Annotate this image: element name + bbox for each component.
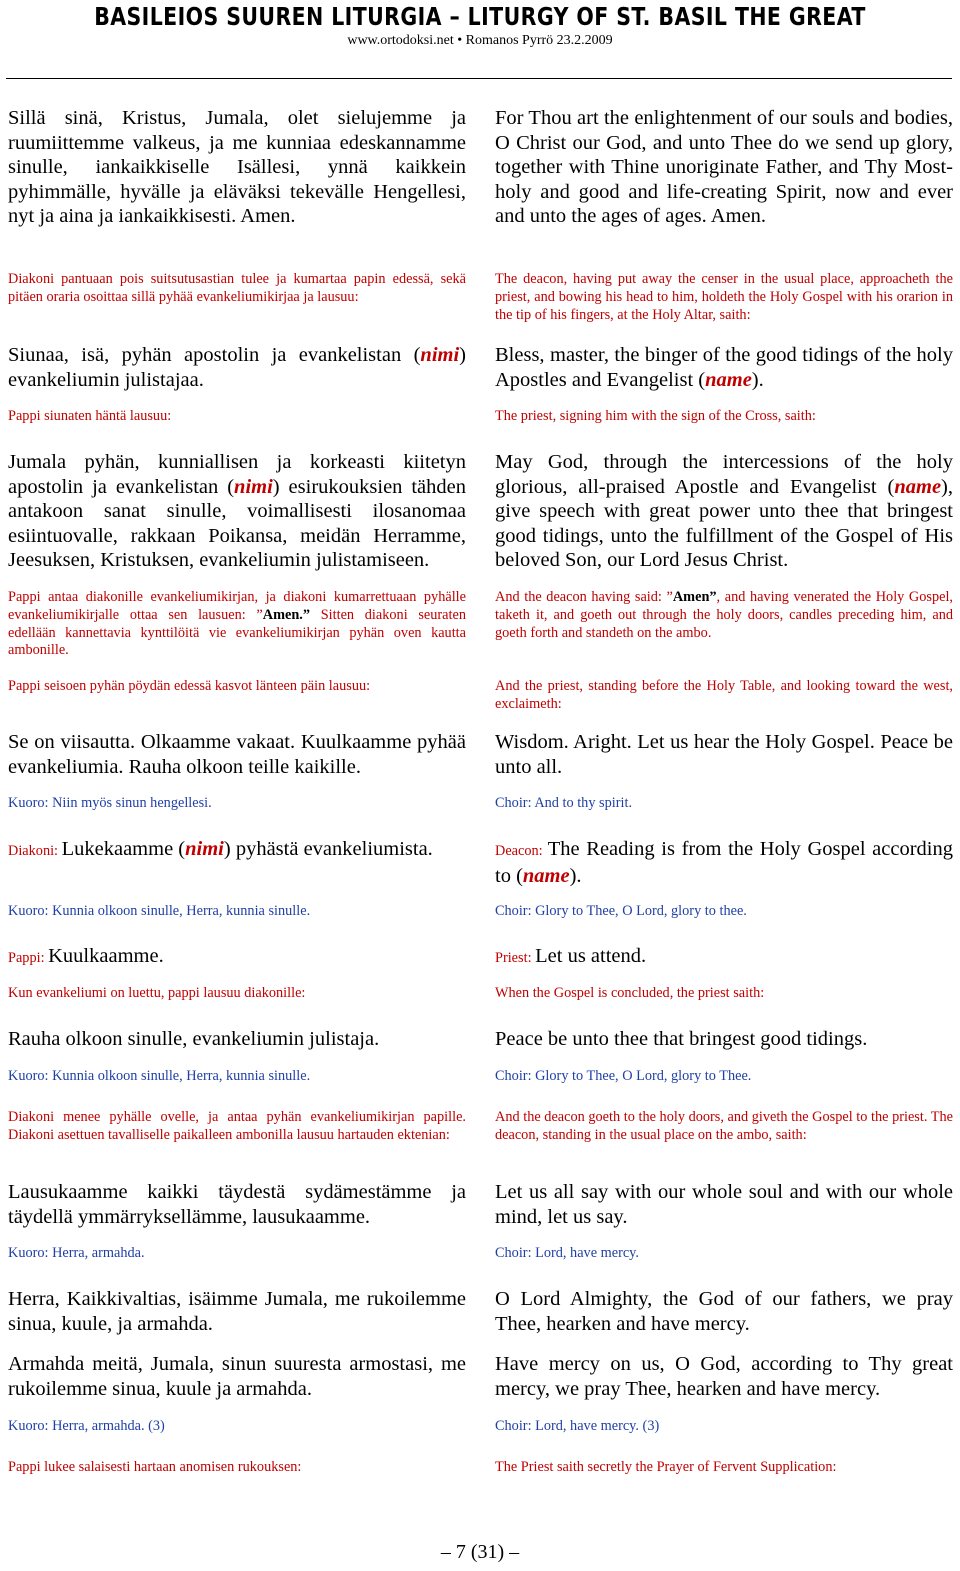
rubric-text: Pappi antaa diakonille evankeliumikirjan, ja diakoni kumarrettuaan pyhälle evankeliumikirjalle ottaa sen lausuen: ”Amen.” Sitten diakoni seuraten edellään kannettavia kynttilöitä vie evankeliumikirjan pyhän oven kautta ambonille. — [8, 589, 466, 659]
rubric-text: Pappi seisoen pyhän pöydän edessä kasvot länteen päin lausuu: — [8, 678, 371, 694]
document-title: BASILEIOS SUUREN LITURGIA – LITURGY OF ST. BASIL THE GREAT — [94, 2, 866, 31]
rubric-text: Diakoni menee pyhälle ovelle, ja antaa pyhän evankeliumikirjan papille. Diakoni asettuen tavalliselle paikalleen ambonilla lausuu hartauden ektenian: — [8, 1109, 466, 1143]
choir-text: Choir: Lord, have mercy. — [495, 1245, 639, 1261]
prayer-text: Deacon: The Reading is from the Holy Gospel according to (name). — [495, 838, 953, 887]
name-placeholder: name — [894, 475, 942, 498]
prayer-text: Se on viisautta. Olkaamme vakaat. Kuulkaamme pyhää evankeliumia. Rauha olkoon teille kaikille. — [8, 731, 466, 778]
rubric-text: Diakoni pantuaan pois suitsutusastian tulee ja kumartaa papin edessä, sekä pitäen oraria osoittaa sillä pyhää evankeliumikirjaa ja lausuu: — [8, 271, 466, 305]
choir-text: Kuoro: Kunnia olkoon sinulle, Herra, kunnia sinulle. — [8, 903, 311, 919]
choir-text: Choir: And to thy spirit. — [495, 795, 633, 811]
prayer-text: Have mercy on us, O God, according to Thy great mercy, we pray Thee, hearken and have mercy. — [495, 1353, 953, 1400]
choir-text: Kuoro: Niin myös sinun hengellesi. — [8, 795, 212, 811]
name-placeholder: name — [705, 368, 752, 391]
name-placeholder: nimi — [185, 838, 224, 860]
prayer-text: Peace be unto thee that bringest good tidings. — [495, 1028, 868, 1050]
prayer-text: Diakoni: Lukekaamme (nimi) pyhästä evankeliumista. — [8, 838, 433, 860]
prayer-text: Let us all say with our whole soul and with our whole mind, let us say. — [495, 1181, 953, 1228]
choir-text: Choir: Glory to Thee, O Lord, glory to Thee. — [495, 1068, 752, 1084]
rubric-text: And the priest, standing before the Holy Table, and looking toward the west, exclaimeth: — [495, 678, 953, 712]
prayer-text: For Thou art the enlightenment of our souls and bodies, O Christ our God, and unto Thee do we send up glory, together with Thine unoriginate Father, and Thy Most-holy and good and life-creating Spirit, now and ever and unto the ages of ages. Amen. — [495, 107, 953, 228]
prayer-text: Sillä sinä, Kristus, Jumala, olet sielujemme ja ruumiittemme valkeus, ja me kunniaa edeskannamme sinulle, iankaikkiselle Isällesi, ynnä kaikkein pyhimmälle, hyvälle ja eläväksi tekevälle Hengellesi, nyt ja aina ja iankaikkisesti. Amen. — [8, 107, 466, 228]
prayer-text: Priest: Let us attend. — [495, 945, 647, 967]
rubric-text: The Priest saith secretly the Prayer of Fervent Supplication: — [495, 1459, 837, 1475]
prayer-text: Armahda meitä, Jumala, sinun suuresta armostasi, me rukoilemme sinua, kuule ja armahda. — [8, 1353, 466, 1400]
rubric-text: The priest, signing him with the sign of the Cross, saith: — [495, 408, 816, 424]
choir-text: Kuoro: Herra, armahda. (3) — [8, 1418, 165, 1434]
prayer-text: O Lord Almighty, the God of our fathers, we pray Thee, hearken and have mercy. — [495, 1288, 953, 1335]
prayer-text: Jumala pyhän, kunniallisen ja korkeasti kiitetyn apostolin ja evankelistan (nimi) esirukouksien tähden antakoon sanat sinulle, voimallisesti ilosanomaa esiintuovalle, rakkaan Poikansa, meidän Herramme, Jeesuksen, Kristuksen, evankeliumin julistamiseen. — [8, 451, 467, 572]
rubric-text: When the Gospel is concluded, the priest saith: — [495, 985, 765, 1001]
prayer-text: Siunaa, isä, pyhän apostolin ja evankelistan (nimi) evankeliumin julistajaa. — [8, 344, 466, 391]
prayer-text: Bless, master, the binger of the good tidings of the holy Apostles and Evangelist (name). — [495, 344, 953, 391]
prayer-text: Lausukaamme kaikki täydestä sydämestämme ja täydellä ymmärryksellämme, lausukaamme. — [8, 1181, 466, 1228]
header-divider — [6, 78, 952, 79]
rubric-text: Pappi lukee salaisesti hartaan anomisen rukouksen: — [8, 1459, 302, 1475]
rubric-text: And the deacon having said: ”Amen”, and having venerated the Holy Gospel, taketh it, and goeth out through the holy doors, candles preceding him, and goeth forth and standeth on the ambo. — [495, 589, 953, 641]
choir-text: Kuoro: Kunnia olkoon sinulle, Herra, kunnia sinulle. — [8, 1068, 311, 1084]
choir-text: Kuoro: Herra, armahda. — [8, 1245, 145, 1261]
choir-text: Choir: Lord, have mercy. (3) — [495, 1418, 660, 1434]
page-header — [0, 0, 960, 49]
prayer-text: Rauha olkoon sinulle, evankeliumin julistaja. — [8, 1028, 380, 1050]
rubric-text: Pappi siunaten häntä lausuu: — [8, 408, 172, 424]
rubric-text: Kun evankeliumi on luettu, pappi lausuu diakonille: — [8, 985, 306, 1001]
name-placeholder: name — [522, 864, 570, 887]
prayer-text: Pappi: Kuulkaamme. — [8, 945, 164, 967]
rubric-text: And the deacon goeth to the holy doors, and giveth the Gospel to the priest. The deacon, standing in the usual place on the ambo, saith: — [495, 1109, 953, 1143]
name-placeholder: nimi — [234, 475, 273, 498]
choir-text: Choir: Glory to Thee, O Lord, glory to thee. — [495, 903, 747, 919]
prayer-text: Herra, Kaikkivaltias, isäimme Jumala, me rukoilemme sinua, kuule, ja armahda. — [8, 1288, 466, 1335]
rubric-text: The deacon, having put away the censer in the usual place, approacheth the priest, and bowing his head to him, holdeth the Holy Gospel with his orarion in the tip of his fingers, at the Holy Altar, saith: — [495, 271, 953, 323]
document-subtitle: www.ortodoksi.net • Romanos Pyrrö 23.2.2009 — [347, 33, 613, 48]
prayer-text: Wisdom. Aright. Let us hear the Holy Gospel. Peace be unto all. — [495, 731, 953, 778]
prayer-text: May God, through the intercessions of the holy glorious, all-praised Apostle and Evangelist (name), give speech with great power unto thee that bringest good tidings, unto the fulfillment of the Gospel of His beloved Son, our Lord Jesus Christ. — [495, 451, 953, 572]
page-number: – 7 (31) – — [440, 1541, 520, 1563]
name-placeholder: nimi — [420, 344, 460, 366]
